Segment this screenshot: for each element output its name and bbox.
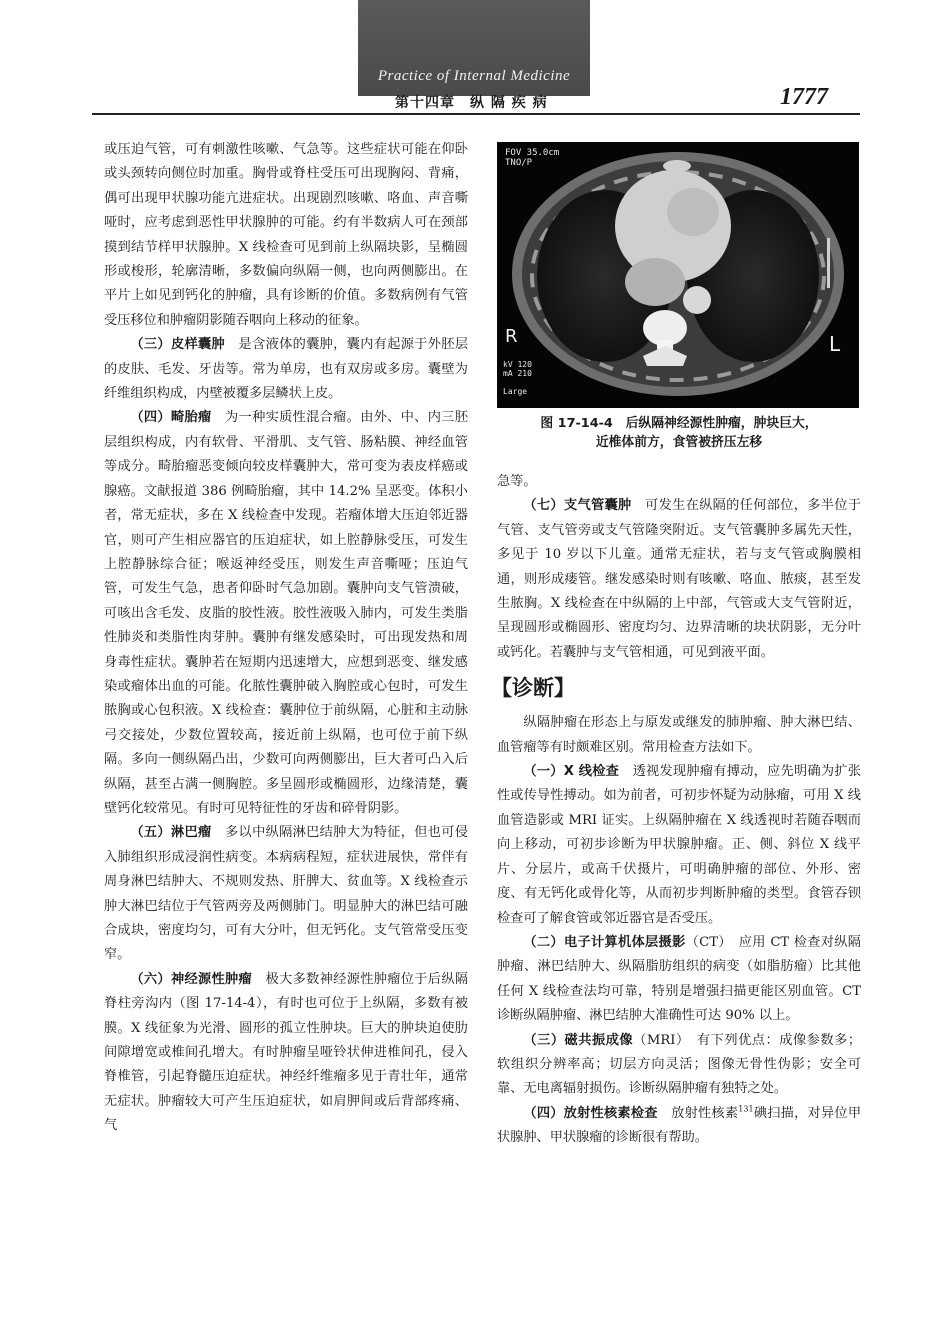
section-body: 为一种实质性混合瘤。由外、中、内三胚层组织构成，内有软骨、平滑肌、支气管、肠粘膜、神经血管等成分。畸胎瘤恶变倾向较皮样囊肿大，常可变为表皮样癌或腺癌。文献报道 386 例畸胎瘤，其中 14.2% 呈恶变。体积小者，常无症状，多在 X 线检查中发现。若瘤体增大压迫邻近器官，则可产生相应器官的压迫症状，如上腔静脉受压，可发生上腔静脉综合征；喉返神经受压，则发生声音嘶哑；压迫气管，可发生气急，患者仰卧时气急加剧。囊肿向支气管溃破，可咳出含毛发、皮脂的胶性液。胶性液吸入肺内，可发生类脂性肺炎和类脂性肉芽肿。囊肿有继发感染时，可出现发热和周身毒性症状。囊肿若在短期内迅速增大，应想到恶变、继发感染或瘤体出血的可能。化脓性囊肿破入胸腔或心包时，可发生脓胸或心包积液。X 线检查：囊肿位于前纵隔，心脏和主动脉弓交接处，少数位置较高，接近前上纵隔，也可位于前下纵隔。多向一侧纵隔凸出，少数可向两侧膨出，巨大者可凸入后纵隔，甚至占满一侧胸腔。多呈圆形或椭圆形，边缘清楚，囊壁钙化较常见。有时可见特征性的牙齿和碎骨阴影。 (104, 410, 469, 816)
figure-number: 图 17-14-4 (540, 416, 613, 431)
diagnosis-heading: 【诊断】 (491, 676, 575, 701)
right-column (491, 470, 862, 1151)
section-bronchogenic-cyst (497, 494, 861, 665)
section-body: 可发生在纵隔的任何部位，多半位于气管、支气管旁或支气管隆突附近。支气管囊肿多属先天性，多见于 10 岁以下儿童。通常无症状，若与支气管或胸膜相通，则形成瘘管。继发感染时则有咳嗽、咯血、脓痰，甚至发生脓胸。X 线检查在中纵隔的上中部，气管或大支气管附近，呈现圆形或椭圆形、密度均匀、边界清晰的块状阴影，无分叶或钙化。若囊肿与支气管相通，可见到液平面。 (497, 498, 862, 660)
section-neurogenic-tumor (104, 968, 468, 1139)
section-heading: （七）支气管囊肿 (523, 498, 632, 514)
section-heading: （四）畸胎瘤 (130, 410, 212, 426)
section-lymphoma (104, 821, 468, 967)
section-body: 是含液体的囊肿，囊内有起源于外胚层的皮肤、毛发、牙齿等。常为单房，也有双房或多房。囊壁为纤维组织构成，内壁被覆多层鳞状上皮。 (104, 337, 469, 402)
figure-caption (497, 414, 861, 452)
section-abbr: （CT） (685, 934, 726, 950)
section-heading: （五）淋巴瘤 (130, 825, 212, 841)
section-radionuclide (497, 1102, 861, 1151)
section-ct (497, 931, 861, 1029)
section-body: 透视发现肿瘤有搏动，应先明确为扩张性或传导性搏动。如为前者，可初步怀疑为动脉瘤，可用 X 线血管造影或 MRI 证实。上纵隔肿瘤在 X 线透视时若随吞咽而向上移动，可初步诊断为甲状腺肿瘤。正、侧、斜位 X 线平片、分层片，或高千伏摄片，可明确肿瘤的部位、外形、密度、有无钙化或骨化等，从而初步判断肿瘤的类型。食管吞钡检查可了解食管或邻近器官是否受压。 (497, 764, 861, 926)
journal-name: Practice of Internal Medicine (377, 68, 571, 84)
section-body: 应用 CT 检查对纵隔肿瘤、淋巴结肿大、纵隔脂肪组织的病变（如脂肪瘤）比其他任何 X 线检查法均可靠，特别是增强扫描更能区别血管。CT 诊断纵隔肿瘤、淋巴结肿大准确性可达 90% 以上。 (497, 934, 861, 1024)
header-rule (92, 113, 860, 115)
section-body: 有下列优点：成像参数多；软组织分辨率高；切层方向灵活；图像无骨性伪影；安全可靠、无电离辐射损伤。诊断纵隔肿瘤有独特之处。 (497, 1032, 862, 1097)
section-heading: （四）放射性核素检查 (523, 1105, 658, 1121)
section-heading: （一）X 线检查 (523, 764, 620, 780)
scan-side-right-marker: R (505, 326, 518, 347)
section-teratoma (104, 406, 468, 821)
chapter-title: 第十四章 纵 隔 疾 病 (395, 95, 548, 111)
paragraph-goiter: 或压迫气管，可有刺激性咳嗽、气急等。这些症状可能在仰卧或头颈转向侧位时加重。胸骨或脊柱受压可出现胸闷、背痛，偶可出现甲状腺功能亢进症状。出现剧烈咳嗽、咯血、声音嘶哑时，应考虑到恶性甲状腺肿的可能。约有半数病人可在颈部摸到结节样甲状腺肿。X 线检查可见到前上纵隔块影，呈椭圆形或梭形，轮廓清晰，多数偏向纵隔一侧，也向两侧膨出。在平片上如见到钙化的肿瘤，具有诊断的价值。多数病例有气管受压移位和肿瘤阴影随吞咽向上移动的征象。 (104, 142, 468, 328)
ct-scan-image (497, 142, 859, 408)
figure-caption-line2: 近椎体前方，食管被挤压左移 (595, 435, 763, 450)
diagnosis-intro: 纵隔肿瘤在形态上与原发或继发的肺肿瘤、肿大淋巴结、血管瘤等有时颇难区别。常用检查方法如下。 (497, 715, 861, 755)
section-abbr: （MRI） (633, 1032, 684, 1048)
section-body: 多以中纵隔淋巴结肿大为特征，但也可侵入肺组织形成浸润性病变。本病病程短，症状进展快，常伴有周身淋巴结肿大、不规则发热、肝脾大、贫血等。X 线检查示肿大淋巴结位于气管两旁及两侧肺门。明显肿大的淋巴结可融合成块，密度均匀，可有大分叶，但无钙化。支气管常受压变窄。 (104, 825, 469, 963)
journal-banner (358, 0, 590, 96)
section-dermoid-cyst (104, 333, 468, 406)
section-body-part2: 碘扫描，对异位甲状腺肿、甲状腺瘤的诊断很有帮助。 (497, 1105, 862, 1146)
section-heading: （二）电子计算机体层摄影 (523, 934, 686, 950)
scan-side-left-marker: L (829, 332, 841, 356)
section-mri (497, 1029, 861, 1102)
paragraph-continued: 急等。 (497, 474, 537, 489)
figure-caption-line1: 后纵隔神经源性肿瘤，肿块巨大， (625, 416, 818, 431)
page-number: 1777 (780, 84, 828, 110)
section-body-part1: 放射性核素 (671, 1105, 739, 1121)
scan-overlay-top: FOV 35.0cm TNO/P (505, 148, 560, 168)
ct-scan-figure (497, 142, 859, 408)
isotope-number: 131 (738, 1104, 754, 1114)
section-heading: （六）神经源性肿瘤 (130, 971, 253, 987)
section-heading: （三）皮样囊肿 (130, 337, 226, 353)
section-body: 极大多数神经源性肿瘤位于后纵隔脊柱旁沟内（图 17-14-4），有时也可位于上纵隔，多数有被膜。X 线征象为光滑、圆形的孤立性肿块。巨大的肿块迫使肋间隙增宽或椎间孔增大。有时肿瘤呈哑铃状伸进椎间孔，侵入脊椎管，引起脊髓压迫症状。神经纤维瘤多见于青壮年，通常无症状。肿瘤较大可产生压迫症状，如肩胛间或后背部疼痛、气 (104, 971, 469, 1134)
section-heading: （三）磁共振成像 (523, 1032, 634, 1048)
left-column (104, 138, 468, 1139)
scan-overlay-bottom: kV 120 mA 210 Large (503, 360, 532, 396)
section-xray (497, 760, 861, 931)
